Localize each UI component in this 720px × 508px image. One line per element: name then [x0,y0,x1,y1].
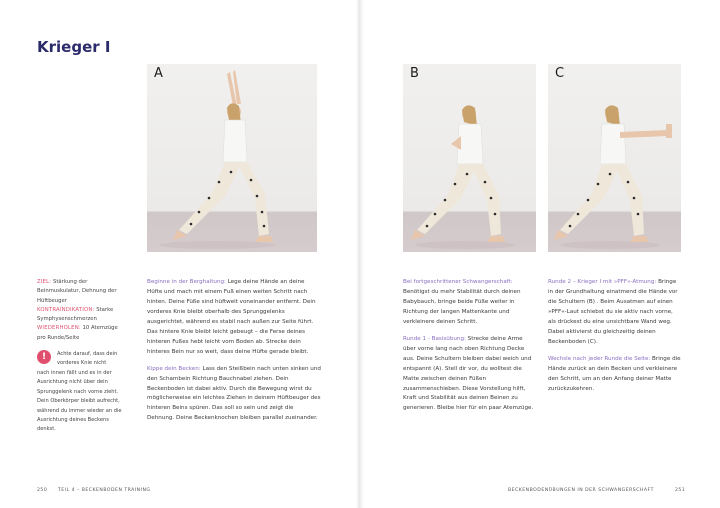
goal-text: Stärkung der Beinmuskulatur, Dehnung der Hüftbeuger [37,279,117,304]
photo-b [403,64,536,252]
exclamation-icon: ! [37,350,51,364]
paragraph [548,355,682,395]
book-gutter [356,0,364,508]
paragraph-text: Strecke deine Arme über vorne lang nach oben Richtung Decke aus. Deine Schultern bleiben dabei weich und entspannt (A). Stell dir vor, du wolltest die Matte zwischen deinen Füßen zusammenschieben. Diese Vorstellung hilft, Kraft und Stabilität aus deinen Beinen zu generieren. Bleibe hier für ein paar Atemzüge. [403,335,534,412]
photo-label-b: B [410,66,419,81]
paragraph-heading: Bei fortgeschrittener Schwangerschaft: [403,279,513,285]
page-number-right: 251 [675,488,686,493]
paragraph [548,278,682,348]
paragraph [147,278,321,358]
paragraph-heading: Wechsle nach jeder Runde die Seite: [548,355,651,362]
contraindication-text: Starke Symphysenschmerzen [37,306,114,323]
exercise-info [37,278,125,343]
figure-illustration-c [548,64,681,252]
goal-label: ZIEL: [37,279,52,285]
photo-label-c: C [555,66,565,81]
page-title: Krieger I [37,38,111,56]
contraindication-label: KONTRAINDIKATION: [37,306,95,313]
photo-label-a: A [154,66,163,81]
text-column-3 [548,278,682,401]
figure-illustration-a [147,64,317,252]
paragraph-heading: Beginne in der Berghaltung: [147,279,226,285]
repeat-text: 10 Atemzüge pro Runde/Seite [37,325,118,341]
caution-first-line: Achte darauf, dass dein vorderes Knie nicht [57,351,118,367]
photo-a [147,64,317,252]
text-column-2 [403,278,536,421]
paragraph [147,365,321,425]
paragraph-heading: Runde 2 – Krieger I mit »PFF«-Atmung: [548,279,657,285]
page-number-left: 250 [37,488,48,493]
caution-text: nach innen fällt und es in der Ausrichtung nicht über dein Sprunggelenk nach vorne zieht. Dein Oberkörper bleibt aufrecht, während du immer wieder an die Ausrichtung deines Beckens denkst. [37,369,122,433]
caution-note [37,350,127,435]
paragraph-heading: Runde 1 - Basisübung: [403,335,466,342]
paragraph-heading: Kippe dein Becken: [147,365,201,372]
paragraph-text: Lege deine Hände an deine Hüfte und mach mit einem Fuß einen weiten Schritt nach hinten. Deine Füße sind hüftweit voneinander entfernt. Dein vorderes Knie bleibt oberhalb des Sprunggelenks ausgerichtet, während es stabil nach außen zur Seite führt. Das hintere Knie bleibt leicht gebeugt – die Ferse deines hinteren Fußes hebt leicht vom Boden ab. Strecke dein hinteres Bein nur so weit, dass deine Hüfte gerade bleibt. [147,279,316,355]
paragraph-text: Lass den Steißbein nach unten sinken und den Schambein Richtung Bauchnabel ziehen. Dein Beckenboden ist dabei aktiv. Durch die Bewegung wirst du möglicherweise ein leichtes Ziehen in deinem Hüftbeuger des hinteren Beins spüren. Das soll so sein und zeigt die Dehnung. Deine Beckenknochen bleiben parallel zueinander. [147,365,321,422]
running-title-left: TEIL 4 – BECKENBODEN TRAINING [58,488,151,493]
paragraph-text: Bringe die Hände zurück an dein Becken und verkleinere den Schritt, um an den Anfang deiner Matte zurückzukehren. [548,355,681,392]
running-title-right: BECKENBODENÜBUNGEN IN DER SCHWANGERSCHAFT [508,488,654,493]
text-column-1 [147,278,321,431]
paragraph-text: Bringe in der Grundhaltung einatmend die Hände vor die Schultern (B) . Beim Ausatmen auf einen »PFF«-Laut schiebst du sie aktiv nach vorne, als drückest du eine unsichtbare Wand weg. Dabei aktivierst du gleichzeitig deinen Beckenboden (C). [548,279,678,345]
repeat-label: WIEDERHOLEN: [37,325,81,332]
photo-c [548,64,681,252]
paragraph [403,278,536,328]
paragraph [403,335,536,415]
figure-illustration-b [403,64,536,252]
paragraph-text: Benötigst du mehr Stabilität durch deinen Babybauch, bringe beide Füße weiter in Richtung der langen Mattenkante und verkleinere deinen Schritt. [403,288,521,325]
